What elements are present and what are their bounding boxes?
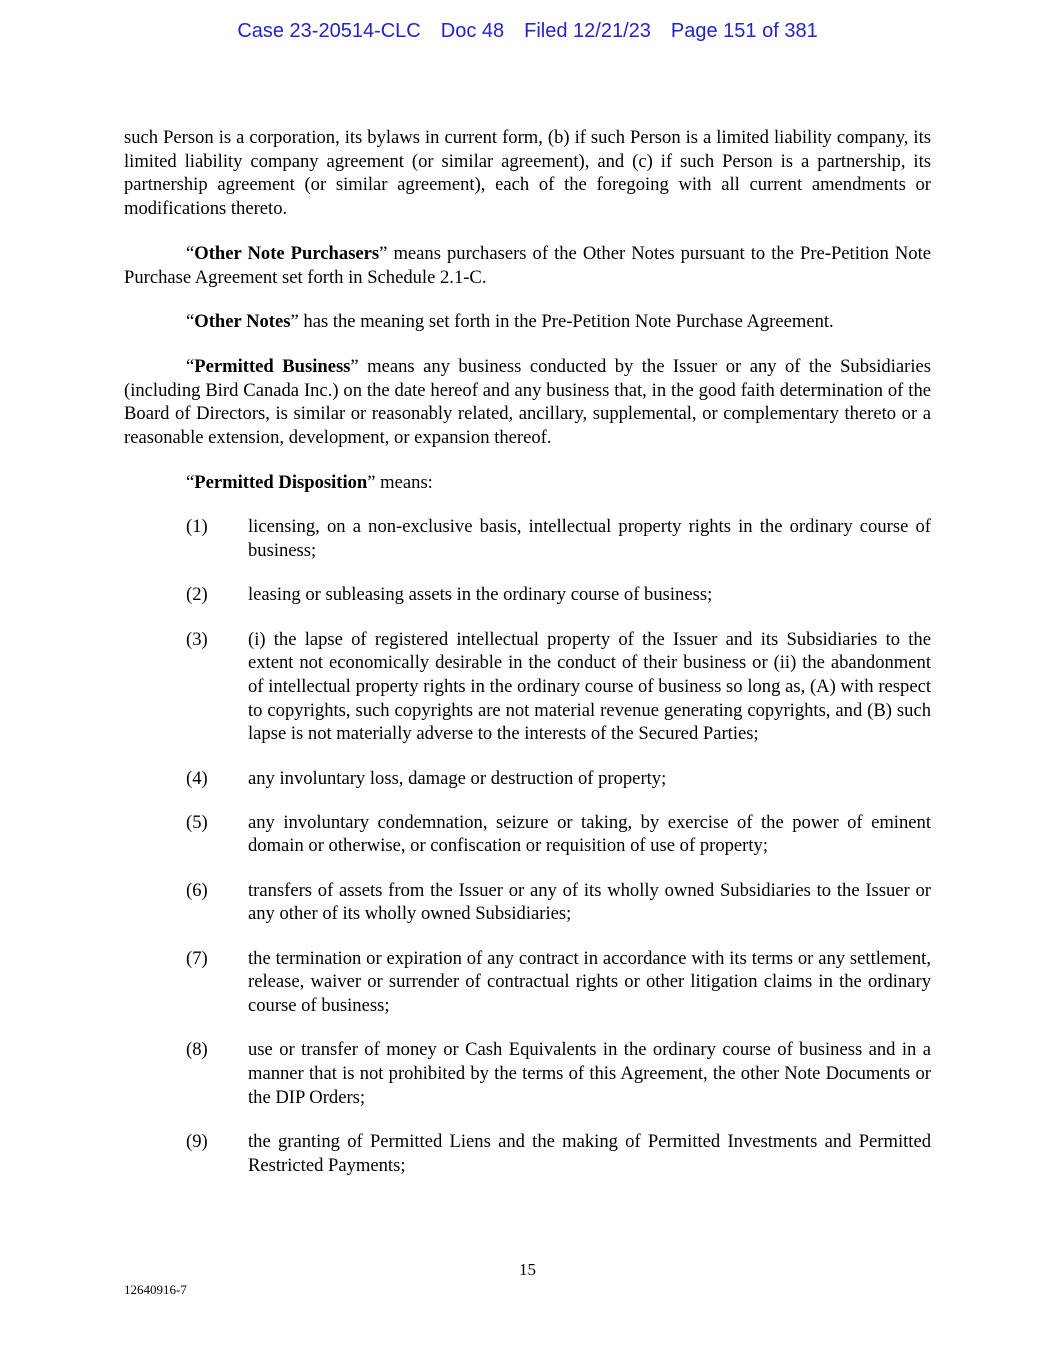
definition-text: ” means any business conducted by the Issuer or any of the Subsidiaries (including Bird Canada Inc.) on the date hereof and any business that, in the good faith determination of the Board of Directors, is similar or reasonably related, ancillary, supplemental, or complementary thereto or a reasonable extension, development, or expansion thereof. (124, 355, 931, 449)
list-item (124, 583, 931, 607)
list-number: (8) (186, 1039, 208, 1061)
list-item (124, 628, 931, 747)
list-number: (5) (186, 811, 208, 833)
filed-date: Filed 12/21/23 (524, 20, 651, 42)
page-counter: Page 151 of 381 (670, 20, 818, 42)
definition-text: ” has the meaning set forth in the Pre-Petition Note Purchase Agreement. (290, 311, 834, 333)
list-item (124, 947, 931, 1018)
definition-other-note-purchasers (124, 242, 931, 289)
case-number: Case 23-20514-CLC (237, 20, 421, 42)
document-id: 12640916-7 (124, 1282, 187, 1297)
defined-term: Other Notes (194, 311, 291, 333)
paragraph-continuation: such Person is a corporation, its bylaws in current form, (b) if such Person is a limited liability company, its limited liability company agreement (or similar agreement), and (c) if such Person is a partnership, its partnership agreement (or similar agreement), each of the foregoing with all current amendments or modifications thereto. (124, 127, 931, 220)
list-text: leasing or subleasing assets in the ordinary course of business; (248, 584, 713, 606)
list-text: transfers of assets from the Issuer or any of its wholly owned Subsidiaries to the Issuer or any other of its wholly owned Subsidiaries; (248, 879, 931, 925)
list-text: the granting of Permitted Liens and the making of Permitted Investments and Permitted Restricted Payments; (248, 1130, 931, 1176)
court-filing-header (0, 20, 1055, 43)
page-number: 15 (519, 1260, 536, 1279)
list-number: (2) (186, 584, 208, 606)
list-item (124, 811, 931, 858)
list-item (124, 879, 931, 926)
open-quote: “ (186, 311, 195, 333)
list-number: (1) (186, 516, 208, 538)
definition-text: ” means purchasers of the Other Notes pursuant to the Pre-Petition Note Purchase Agreement set forth in Schedule 2.1-C. (124, 242, 931, 288)
list-number: (3) (186, 628, 208, 650)
list-number: (9) (186, 1130, 208, 1152)
defined-term: Permitted Business (194, 355, 351, 377)
definition-permitted-business (124, 355, 931, 450)
list-number: (6) (186, 879, 208, 901)
list-number: (4) (186, 767, 208, 789)
list-item (124, 1130, 931, 1177)
defined-term: Permitted Disposition (194, 471, 368, 493)
list-number: (7) (186, 947, 208, 969)
list-text: the termination or expiration of any contract in accordance with its terms or any settlement, release, waiver or surrender of contractual rights or other litigation claims in the ordinary course of business; (248, 947, 931, 1016)
open-quote: “ (186, 242, 195, 264)
list-text: use or transfer of money or Cash Equivalents in the ordinary course of business and in a manner that is not prohibited by the terms of this Agreement, the other Note Documents or the DIP Orders; (248, 1039, 931, 1108)
open-quote: “ (186, 471, 195, 493)
list-item (124, 515, 931, 562)
definition-text: ” means: (367, 471, 433, 493)
list-text: any involuntary condemnation, seizure or taking, by exercise of the power of eminent domain or otherwise, or confiscation or requisition of use of property; (248, 811, 931, 857)
definition-other-notes (124, 310, 931, 334)
definition-permitted-disposition (124, 471, 931, 495)
document-body (124, 126, 931, 1198)
list-text: licensing, on a non-exclusive basis, intellectual property rights in the ordinary course of business; (248, 516, 931, 562)
list-text: (i) the lapse of registered intellectual property of the Issuer and its Subsidiaries to the extent not economically desirable in the conduct of their business or (ii) the abandonment of intellectual property rights in the ordinary course of business so long as, (A) with respect to copyrights, such copyrights are not material revenue generating copyrights, and (B) such lapse is not materially adverse to the interests of the Secured Parties; (248, 628, 931, 745)
list-item (124, 767, 931, 791)
list-item (124, 1038, 931, 1109)
open-quote: “ (186, 355, 195, 377)
defined-term: Other Note Purchasers (194, 242, 380, 264)
list-text: any involuntary loss, damage or destruction of property; (248, 767, 667, 789)
doc-number: Doc 48 (440, 20, 505, 42)
